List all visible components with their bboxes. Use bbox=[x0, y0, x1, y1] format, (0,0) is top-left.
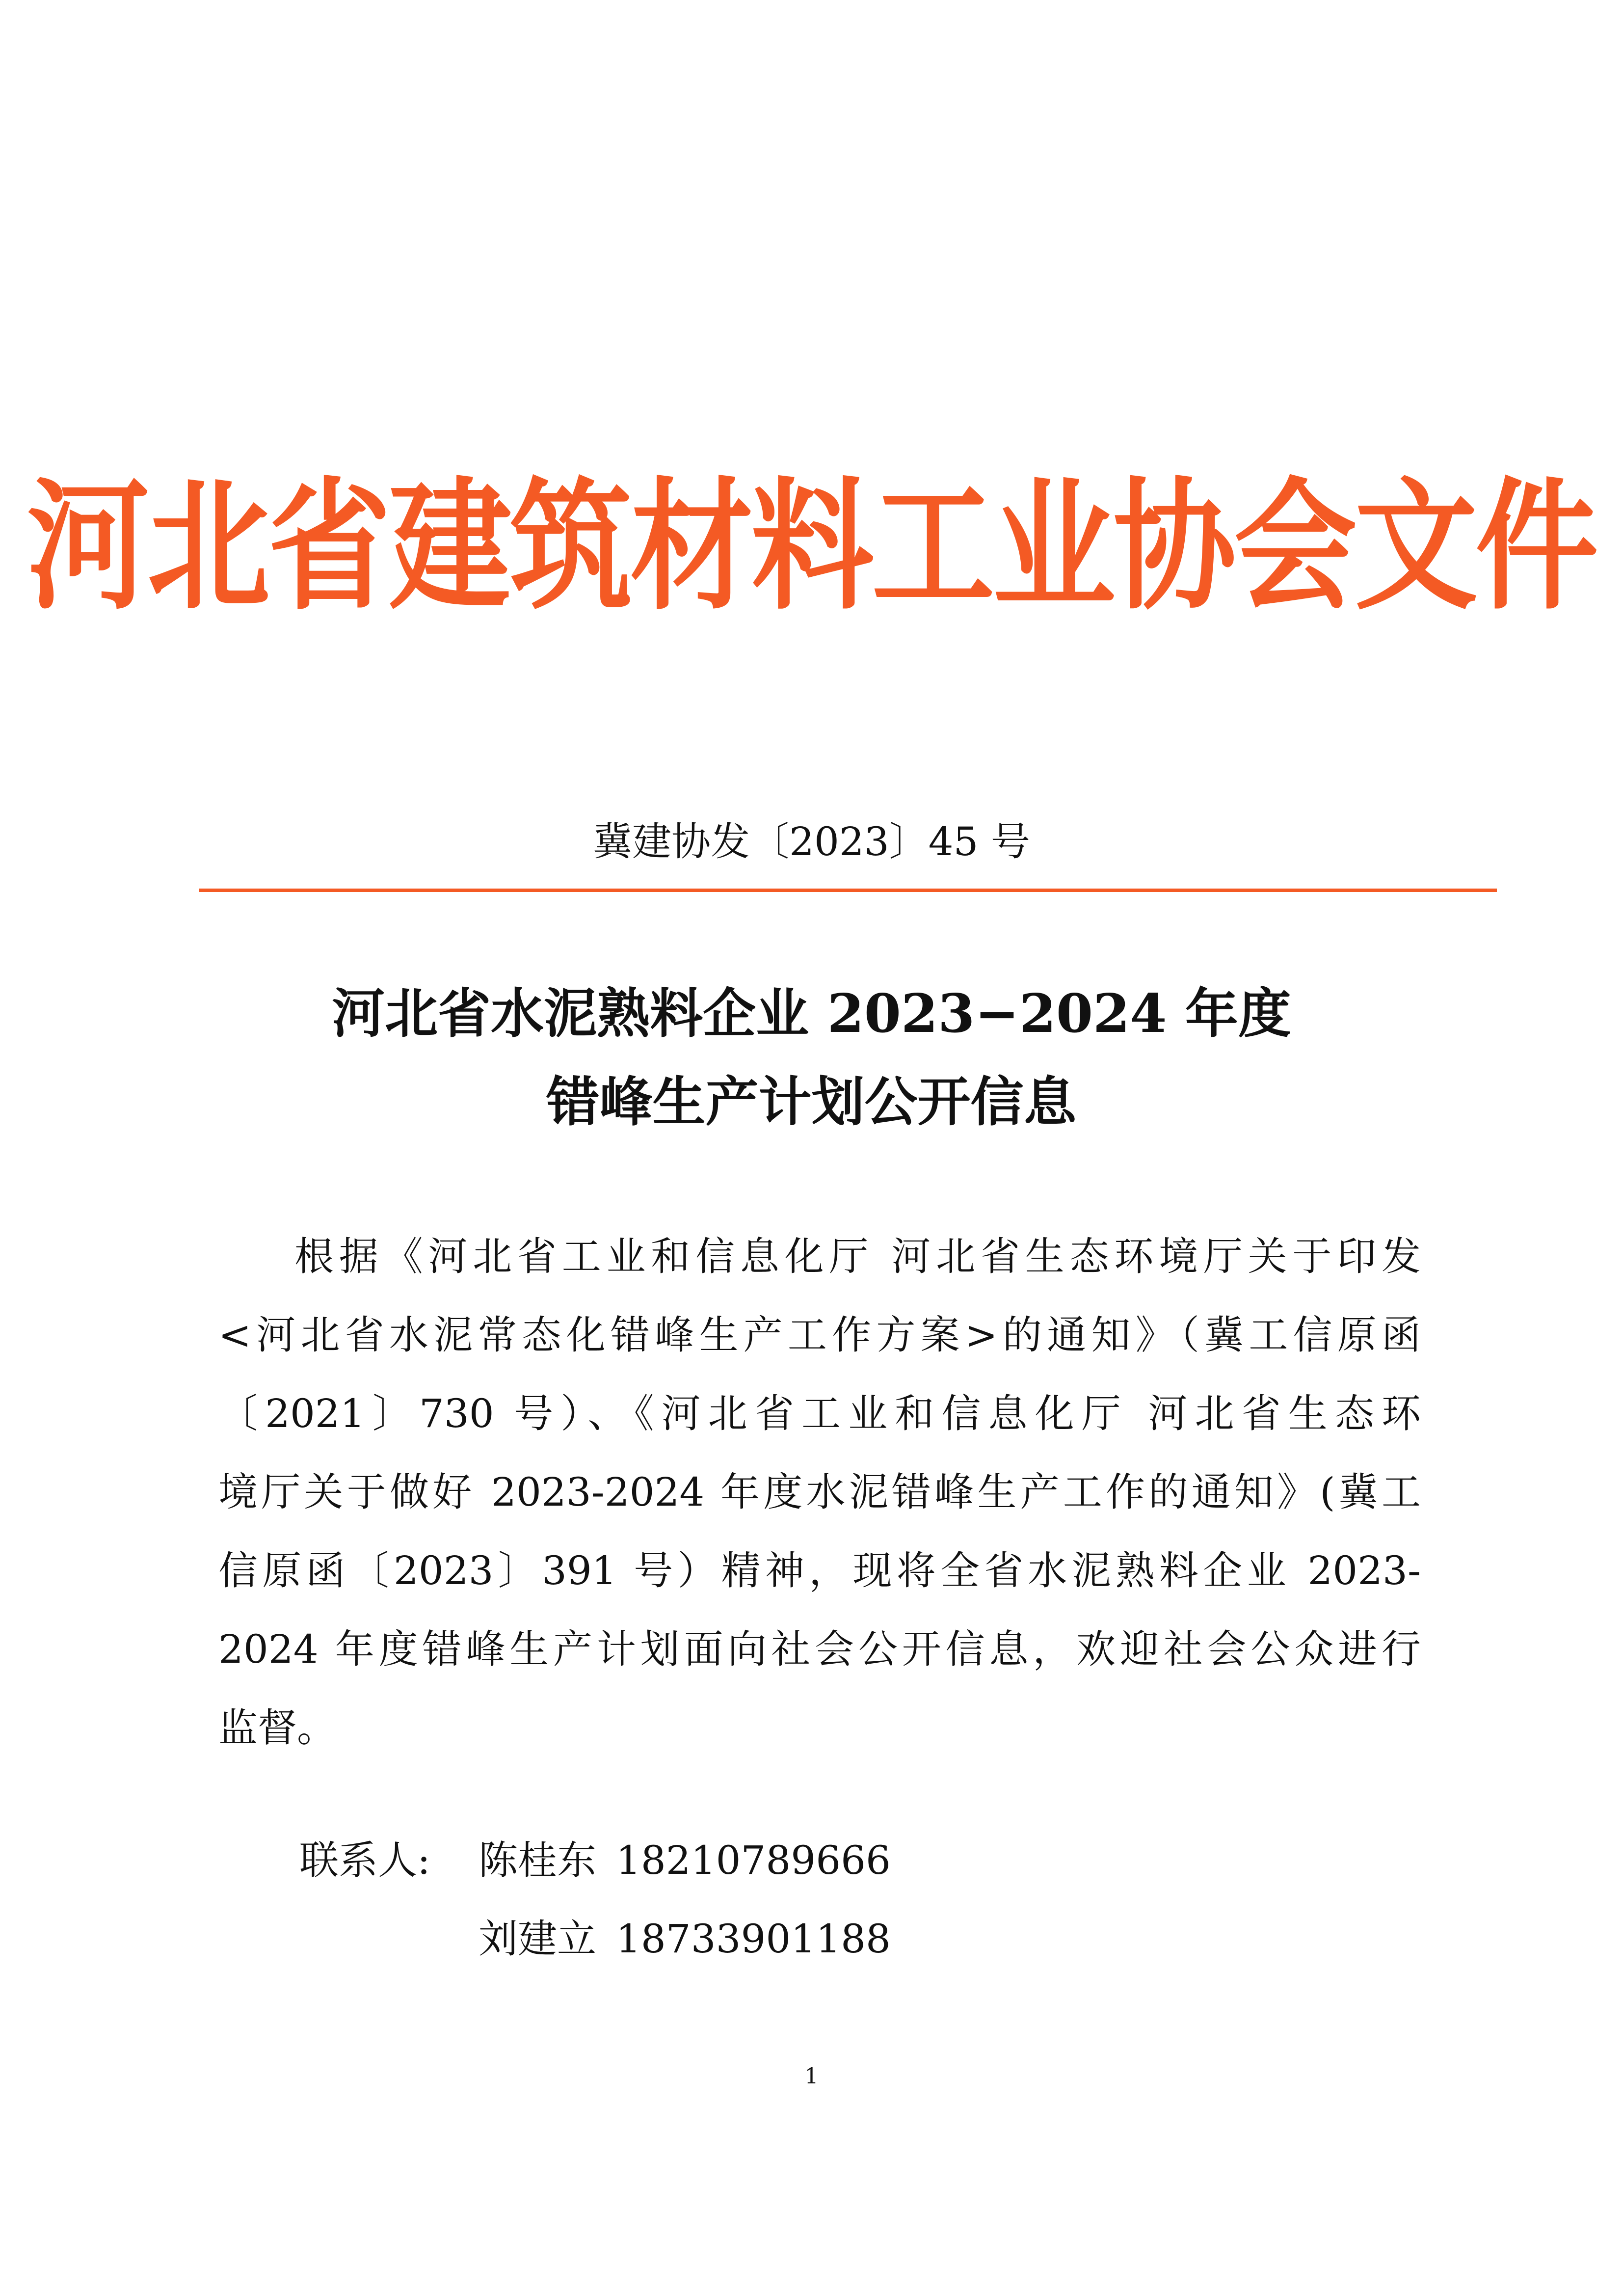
document-title-line-1: 河北省水泥熟料企业 2023−2024 年度 bbox=[332, 983, 1291, 1045]
body-line: 信原函〔2023〕391 号）精神，现将全省水泥熟料企业 2023- bbox=[218, 1548, 1421, 1594]
contact-entry bbox=[479, 1910, 891, 1969]
contacts-label: 联系人: bbox=[299, 1837, 430, 1883]
masthead-title: 河北省建筑材料工业协会文件 bbox=[27, 464, 1596, 629]
contact-phone: 18733901188 bbox=[616, 1916, 891, 1962]
body-line: <河北省水泥常态化错峰生产工作方案>的通知》（冀工信原函 bbox=[218, 1312, 1421, 1358]
body-line: 〔2021〕730 号）、《河北省工业和信息化厅 河北省生态环 bbox=[218, 1391, 1421, 1436]
body-line: 根据《河北省工业和信息化厅 河北省生态环境厅关于印发 bbox=[294, 1234, 1421, 1279]
document-title-line-2: 错峰生产计划公开信息 bbox=[546, 1071, 1077, 1133]
document-number: 冀建协发〔2023〕45 号 bbox=[593, 819, 1030, 864]
body-line: 2024 年度错峰生产计划面向社会公开信息，欢迎社会公众进行 bbox=[218, 1626, 1421, 1672]
contact-name: 刘建立 bbox=[479, 1916, 596, 1962]
body-line: 境厅关于做好 2023-2024 年度水泥错峰生产工作的通知》(冀工 bbox=[218, 1469, 1421, 1515]
red-divider-line bbox=[199, 889, 1497, 892]
body-line: 监督。 bbox=[218, 1705, 336, 1751]
page-number: 1 bbox=[804, 2064, 819, 2089]
contact-entry bbox=[479, 1831, 891, 1890]
contact-phone: 18210789666 bbox=[616, 1837, 891, 1883]
contact-name: 陈桂东 bbox=[479, 1837, 596, 1883]
